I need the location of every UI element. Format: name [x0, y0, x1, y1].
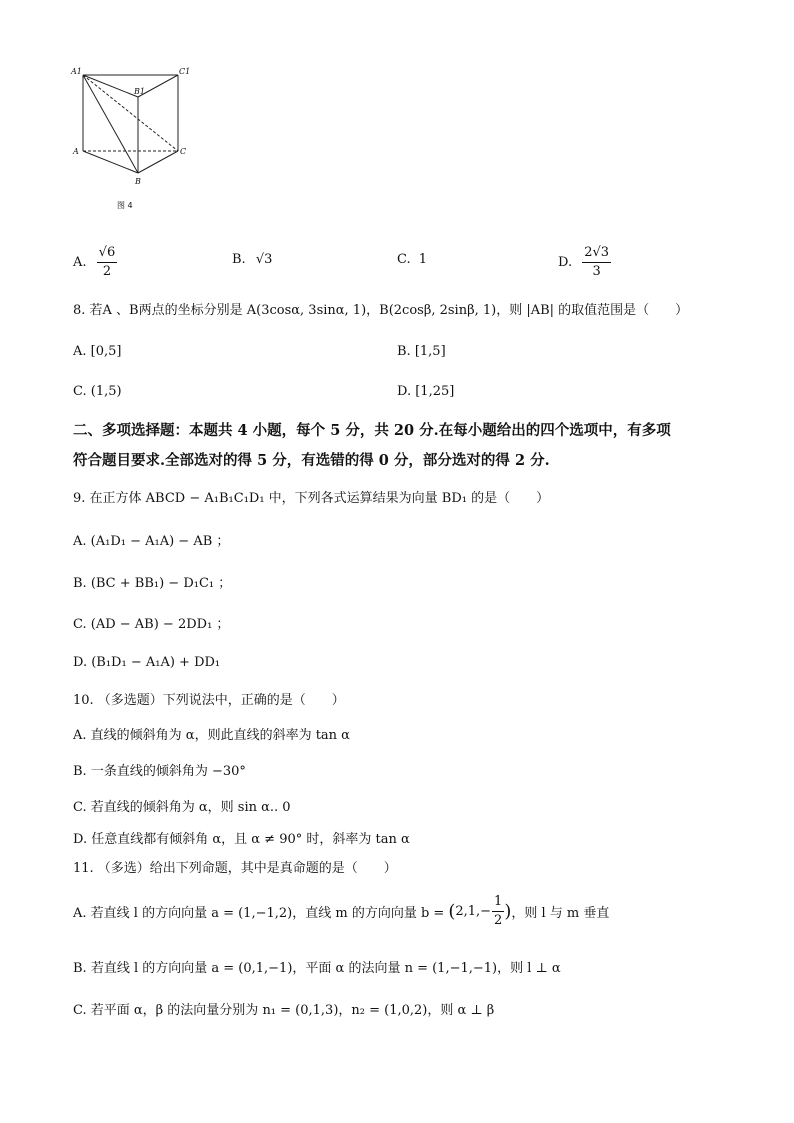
q11-a-text: A. 若直线 l 的方向向量 a = (1,−1,2)，直线 m 的方向向量 b =: [73, 906, 445, 921]
q7-a-denominator: 2: [102, 264, 112, 279]
q10-option-d: D. 任意直线都有倾斜角 α，且 α ≠ 90° 时，斜率为 tan α: [73, 832, 410, 847]
q7-c-value: 1: [418, 252, 428, 267]
edge-a1-b1: [83, 75, 138, 97]
q10-option-a: A. 直线的倾斜角为 α，则此直线的斜率为 tan α: [73, 728, 350, 743]
q11-option-c: C. 若平面 α，β 的法向量分别为 n₁ = (0,1,3)，n₂ = (1,0,2)，则 α ⊥ β: [73, 1003, 495, 1018]
q9-option-d: D. (B₁D₁ − A₁A) + DD₁: [73, 655, 221, 670]
q7-option-b: [232, 252, 272, 267]
prism-figure: [68, 62, 193, 217]
q10-option-b: B. 一条直线的倾斜角为 −30°: [73, 764, 246, 779]
q7-a-fraction: [97, 244, 118, 281]
q9-option-b: B. (BC + BB₁) − D₁C₁ ；: [73, 576, 232, 591]
q11-option-b: B. 若直线 l 的方向向量 a = (0,1,−1)，平面 α 的法向量 n = (1,−1,−1)，则 l ⊥ α: [73, 961, 561, 976]
q11-a-numerator: 1: [492, 893, 504, 912]
q7-option-a: [73, 244, 117, 281]
q11-a-conclusion: ，则 l 与 m 垂直: [511, 906, 610, 921]
q11-a-fraction: [492, 893, 504, 930]
label-a1: A1: [71, 67, 82, 76]
section2-heading-line2: 符合题目要求.全部选对的得 5 分，有选错的得 0 分，部分选对的得 2 分.: [73, 452, 550, 469]
q9-option-a: A. (A₁D₁ − A₁A) − AB ；: [73, 534, 230, 549]
q11-option-a: [73, 893, 609, 930]
q7-d-letter: D.: [558, 255, 573, 270]
label-a: A: [73, 147, 79, 156]
q8-stem: 8. 若A 、B两点的坐标分别是 A(3cosα, 3sinα, 1)，B(2cosβ, 2sinβ, 1)，则 |AB| 的取值范围是（ ）: [73, 303, 689, 318]
q8-option-c: C. (1,5): [73, 384, 122, 399]
q8-option-a: A. [0,5]: [73, 344, 122, 359]
q8-option-d: D. [1,25]: [397, 384, 455, 399]
q11-a-paren-open: (: [448, 901, 456, 922]
q11-stem: 11. （多选）给出下列命题，其中是真命题的是（ ）: [73, 861, 397, 876]
label-c: C: [180, 147, 187, 156]
q7-c-letter: C.: [397, 252, 411, 267]
label-b1: B1: [134, 87, 145, 96]
q7-b-value: √3: [255, 252, 273, 267]
q9-option-c: C. (AD − AB) − 2DD₁ ；: [73, 617, 230, 632]
q7-b-letter: B.: [232, 252, 246, 267]
q10-option-c: C. 若直线的倾斜角为 α，则 sin α.. 0: [73, 800, 291, 815]
q11-a-denominator: 2: [494, 913, 503, 928]
q7-option-c: [397, 252, 427, 267]
q7-a-letter: A.: [73, 255, 87, 270]
q7-d-numerator: 2√3: [582, 244, 611, 263]
figure-caption: 图 4: [117, 201, 133, 210]
q7-a-numerator: √6: [97, 244, 118, 263]
edge-b-c: [138, 151, 178, 173]
q8-option-b: B. [1,5]: [397, 344, 446, 359]
q11-a-values: 2,1,−: [455, 904, 492, 919]
q7-d-fraction: [582, 244, 611, 281]
q7-d-denominator: 3: [592, 264, 601, 279]
label-b: B: [135, 177, 141, 186]
label-c1: C1: [179, 67, 191, 76]
q10-stem: 10. （多选题）下列说法中，正确的是（ ）: [73, 693, 345, 708]
q11-a-paren-close: ): [504, 901, 512, 922]
section2-heading-line1: 二、多项选择题：本题共 4 小题，每个 5 分，共 20 分.在每小题给出的四个选项中，有多项: [73, 422, 671, 439]
edge-a1-c-dashed: [83, 75, 178, 151]
q7-option-d: [558, 244, 611, 281]
edge-a-b: [83, 151, 138, 173]
edge-a1-b: [83, 75, 138, 173]
q9-stem: 9. 在正方体 ABCD − A₁B₁C₁D₁ 中，下列各式运算结果为向量 BD₁ 的是（ ）: [73, 491, 550, 506]
